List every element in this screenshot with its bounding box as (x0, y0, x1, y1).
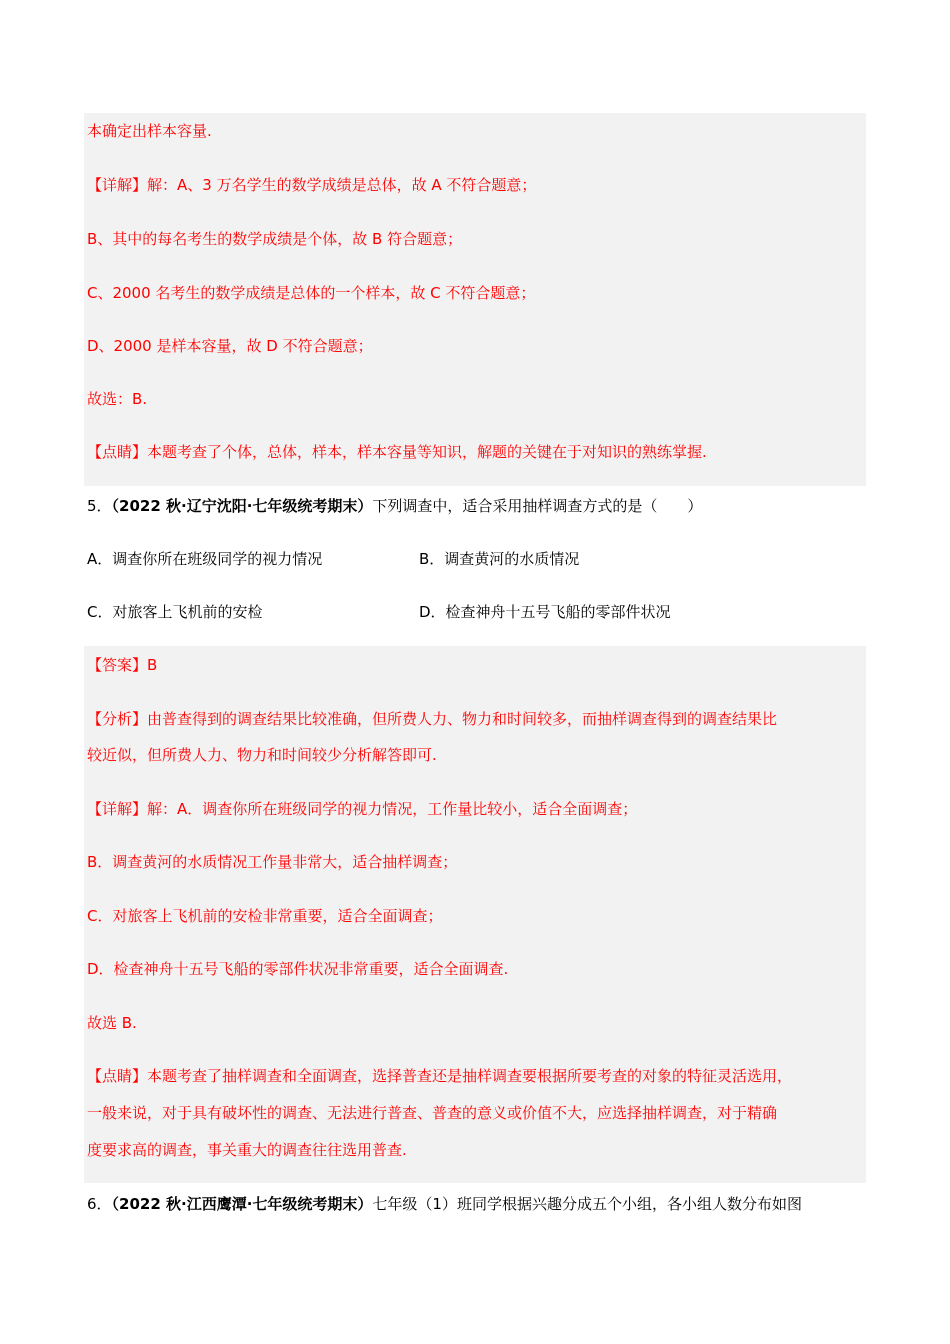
answer-line (87, 655, 157, 675)
comment2-line-1 (87, 1066, 792, 1086)
question-6-source: （2022 秋·江西鹰潭·七年级统考期末） (111, 1195, 373, 1213)
solution2-line-c: C．对旅客上飞机前的安检非常重要，适合全面调查； (87, 907, 443, 925)
comment-line (87, 442, 707, 462)
analysis-line-1 (87, 709, 777, 729)
analysis-line-2: 较近似，但所费人力、物力和时间较少分析解答即可. (87, 746, 437, 764)
question-6-text: 七年级（1）班同学根据兴趣分成五个小组，各小组人数分布如图 (372, 1195, 802, 1213)
question-5-stem (87, 496, 702, 516)
detail-text: 解：A、3 万名学生的数学成绩是总体，故 A 不符合题意； (147, 176, 537, 194)
detail-tag: 【详解】 (87, 176, 148, 194)
question-6-stem (87, 1194, 802, 1214)
detail-tag-2: 【详解】 (87, 800, 148, 818)
detail-line-2 (87, 799, 637, 819)
detail-line (87, 175, 536, 195)
comment-text: 本题考查了个体，总体，样本，样本容量等知识，解题的关键在于对知识的熟练掌握. (147, 443, 707, 461)
solution2-choice: 故选 B. (87, 1014, 137, 1032)
solution-line-b: B、其中的每名考生的数学成绩是个体，故 B 符合题意； (87, 230, 463, 248)
comment-tag-2: 【点睛】 (87, 1067, 148, 1085)
option-d: D．检查神舟十五号飞船的零部件状况 (419, 603, 671, 621)
comment-tag: 【点睛】 (87, 443, 148, 461)
answer-tag: 【答案】 (87, 656, 148, 674)
option-b: B．调查黄河的水质情况 (419, 550, 580, 568)
solution-choice: 故选：B. (87, 390, 148, 408)
question-text: 下列调查中，适合采用抽样调查方式的是（ ） (372, 497, 703, 515)
detail-text-2: 解：A．调查你所在班级同学的视力情况，工作量比较小，适合全面调查； (147, 800, 638, 818)
question-source: （2022 秋·辽宁沈阳·七年级统考期末） (111, 497, 373, 515)
question-number: 5． (87, 497, 112, 515)
comment2-line-2: 一般来说，对于具有破坏性的调查、无法进行普查、普查的意义或价值不大，应选择抽样调查，对于精确 (87, 1104, 778, 1122)
solution-line-d: D、2000 是样本容量，故 D 不符合题意； (87, 337, 373, 355)
solution-line-c: C、2000 名考生的数学成绩是总体的一个样本，故 C 不符合题意； (87, 284, 536, 302)
comment2-line-3: 度要求高的调查，事关重大的调查往往选用普查. (87, 1141, 407, 1159)
option-c: C．对旅客上飞机前的安检 (87, 603, 263, 621)
solution2-line-b: B．调查黄河的水质情况工作量非常大，适合抽样调查； (87, 853, 458, 871)
question-6-number: 6． (87, 1195, 112, 1213)
option-a: A．调查你所在班级同学的视力情况 (87, 550, 323, 568)
answer-text: B (147, 656, 158, 674)
analysis-tag: 【分析】 (87, 710, 148, 728)
analysis-text-1: 由普查得到的调查结果比较准确，但所费人力、物力和时间较多，而抽样调查得到的调查结果比 (147, 710, 778, 728)
solution-intro-line: 本确定出样本容量. (87, 122, 212, 140)
solution2-line-d: D．检查神舟十五号飞船的零部件状况非常重要，适合全面调查. (87, 960, 509, 978)
comment2-text-1: 本题考查了抽样调查和全面调查，选择普查还是抽样调查要根据所要考查的对象的特征灵活选用， (147, 1067, 793, 1085)
